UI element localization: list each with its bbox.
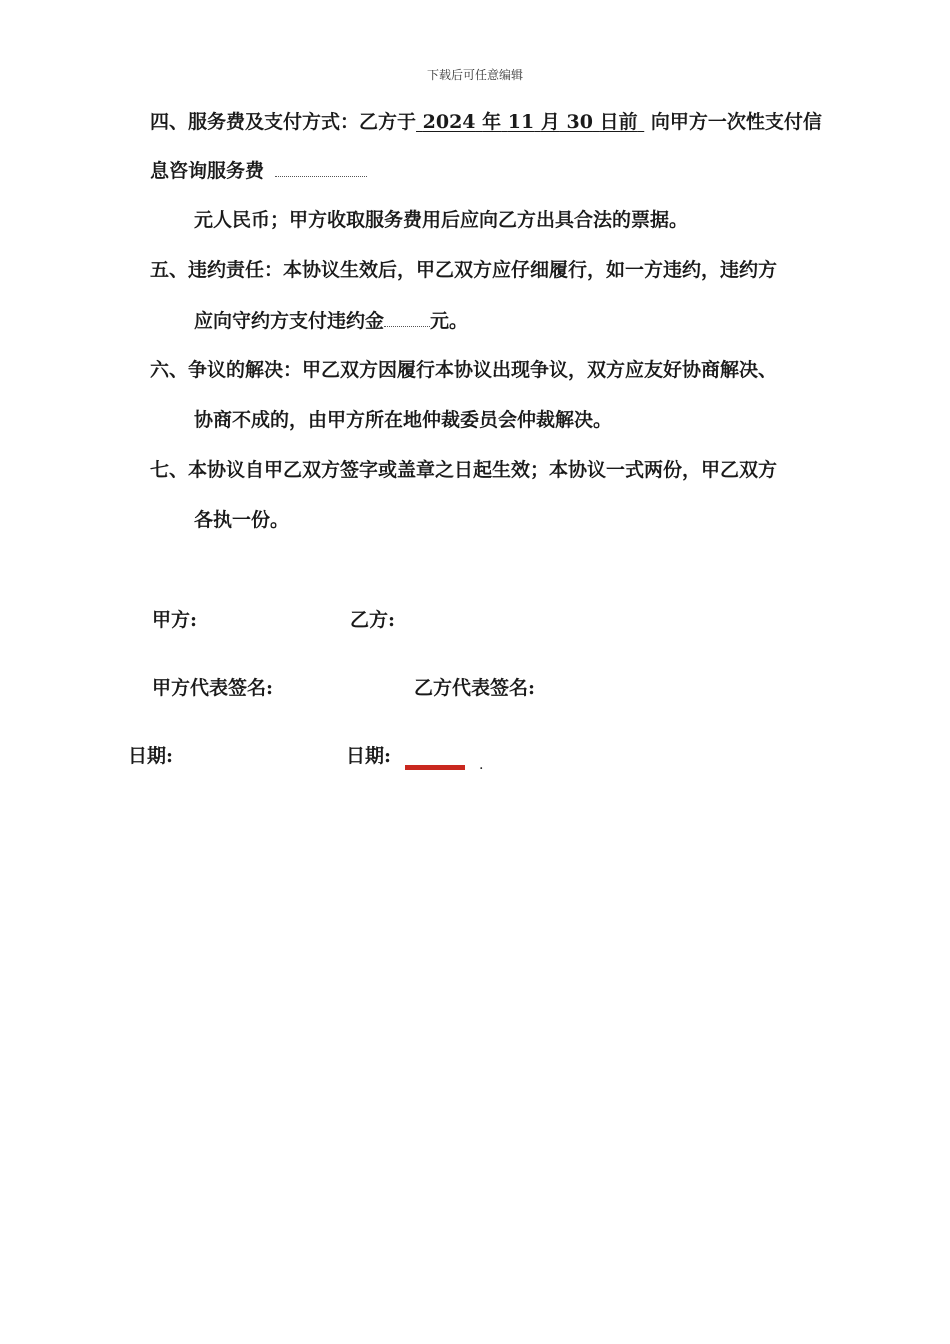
party-a-label: 甲方: <box>152 609 198 631</box>
rep-a-signature-label: 甲方代表签名: <box>152 677 274 699</box>
clause4-service-fee-label: 息咨询服务费 <box>150 160 265 182</box>
page-header: 下载后可任意编辑 <box>426 68 523 82</box>
clause6-line1: 六、争议的解决：甲乙双方因履行本协议出现争议，双方应友好协商解决、 <box>150 359 778 381</box>
clause4-date <box>416 111 644 133</box>
party-b-label: 乙方: <box>350 609 396 631</box>
rep-b-signature-label: 乙方代表签名: <box>414 677 536 699</box>
clause5-penalty-label: 应向守约方支付违约金 <box>194 310 385 332</box>
clause4-year-unit: 年 <box>482 111 502 133</box>
clause7-line1: 七、本协议自甲乙双方签字或盖章之日起生效；本协议一式两份，甲乙双方 <box>150 459 778 481</box>
trailing-dot: . <box>479 757 484 773</box>
clause7-line2: 各执一份。 <box>194 509 290 531</box>
clause5-line1: 五、违约责任：本协议生效后，甲乙双方应仔细履行，如一方违约，违约方 <box>150 259 778 281</box>
clause4-line1 <box>150 109 822 135</box>
clause4-day-unit: 日前 <box>599 111 638 133</box>
clause6-line2: 协商不成的，由甲方所在地仲裁委员会仲裁解决。 <box>194 409 613 431</box>
clause4-line2 <box>150 158 367 184</box>
penalty-blank <box>384 312 430 327</box>
clause4-line1-suffix: 向甲方一次性支付信 <box>650 111 822 133</box>
clause5-line2 <box>194 308 468 334</box>
clause4-line3: 元人民币；甲方收取服务费用后应向乙方出具合法的票据。 <box>194 209 689 231</box>
clause4-day: 30 <box>566 111 593 133</box>
date-b-label: 日期: <box>346 745 392 767</box>
clause4-month-unit: 月 <box>540 111 560 133</box>
service-fee-blank <box>275 162 367 177</box>
red-stamp-mark <box>405 765 465 770</box>
clause5-penalty-unit: 元。 <box>430 310 469 332</box>
clause4-year: 2024 <box>422 111 476 133</box>
clause4-prefix: 四、服务费及支付方式：乙方于 <box>150 111 417 133</box>
date-a-label: 日期: <box>128 745 174 767</box>
clause4-month: 11 <box>507 111 535 133</box>
